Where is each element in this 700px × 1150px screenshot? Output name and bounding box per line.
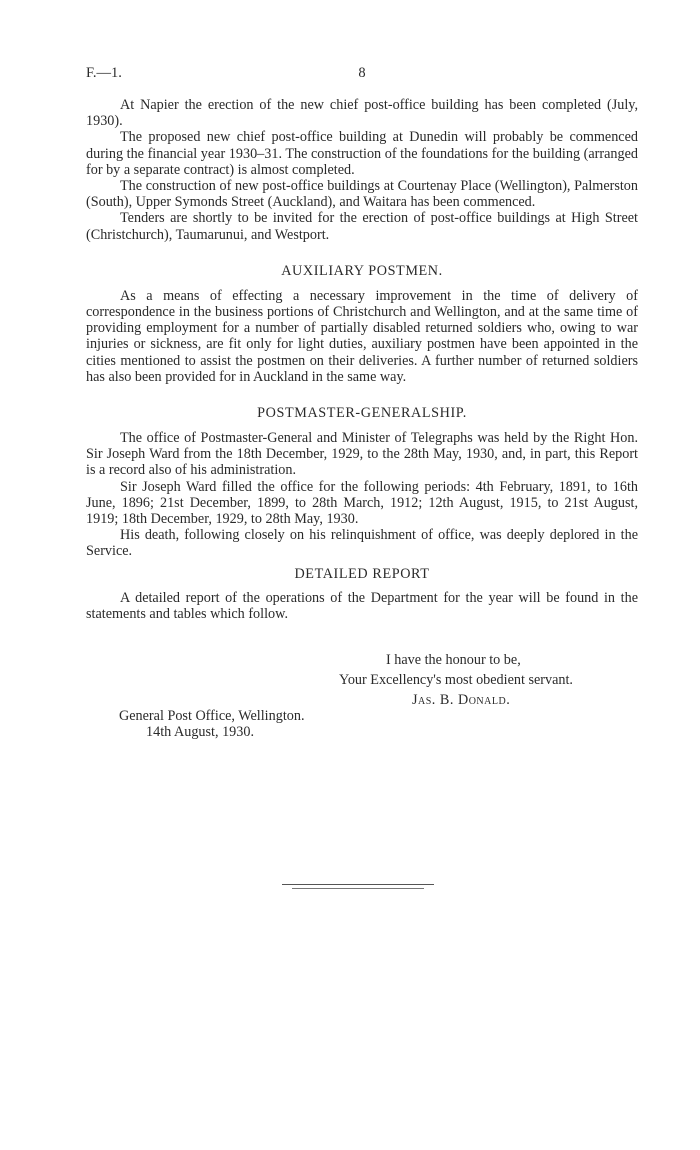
end-rule-secondary [292, 888, 424, 889]
end-rule [282, 884, 434, 885]
paragraph-office-held: The office of Postmaster-General and Minister of Telegraphs was held by the Right Hon. Sir Joseph Ward from the 18th December, 1929, to the 28th May, 1930, and, in part, this Report is a record also of his administration. [86, 430, 638, 479]
body-text [86, 97, 638, 622]
closing-line-servant: Your Excellency's most obedient servant. [339, 672, 573, 688]
heading-postmaster-generalship: POSTMASTER-GENERALSHIP. [257, 405, 467, 422]
document-reference: F.—1. [86, 65, 122, 81]
paragraph-detailed-report: A detailed report of the operations of the Department for the year will be found in the statements and tables which follow. [86, 589, 638, 622]
closing-line-honour: I have the honour to be, [386, 652, 521, 668]
heading-detailed-report: DETAILED REPORT [294, 565, 430, 582]
page-number: 8 [358, 65, 366, 81]
signature: Jas. B. Donald. [412, 692, 511, 708]
paragraph-new-buildings: The construction of new post-office buildings at Courtenay Place (Wellington), Palmerston (South), Upper Symonds Street (Auckland), and Waitara has been commenced. [86, 178, 638, 211]
paragraph-periods: Sir Joseph Ward filled the office for the following periods: 4th February, 1891, to 16th June, 1896; 21st December, 1899, to 28th March, 1912; 12th August, 1915, to 21st August, 1919; 18th December, 1929, to 28th May, 1930. [86, 478, 638, 528]
paragraph-napier: At Napier the erection of the new chief post-office building has been completed (July, 1930). [86, 97, 638, 130]
origin-office: General Post Office, Wellington. [119, 708, 305, 724]
origin-date: 14th August, 1930. [146, 724, 254, 740]
paragraph-dunedin: The proposed new chief post-office building at Dunedin will probably be commenced during the financial year 1930–31. The construction of the foundations for the building (arranged for by a separate contract) is almost completed. [86, 129, 638, 178]
paragraph-death: His death, following closely on his relinquishment of office, was deeply deplored in the Service. [86, 527, 638, 560]
paragraph-auxiliary-postmen: As a means of effecting a necessary improvement in the time of delivery of correspondence in the business portions of Christchurch and Wellington, and at the same time of providing employment for a number of partially disabled returned soldiers who, owing to war injuries or sickness, are fit only for light duties, auxiliary postmen have been appointed in the cities mentioned to assist the postmen on their deliveries. A further number of returned soldiers has also been provided for in Auckland in the same way. [86, 287, 638, 385]
paragraph-tenders: Tenders are shortly to be invited for the erection of post-office buildings at High Street (Christchurch), Taumarunui, and Westport. [86, 210, 638, 243]
heading-auxiliary-postmen: AUXILIARY POSTMEN. [281, 262, 443, 279]
